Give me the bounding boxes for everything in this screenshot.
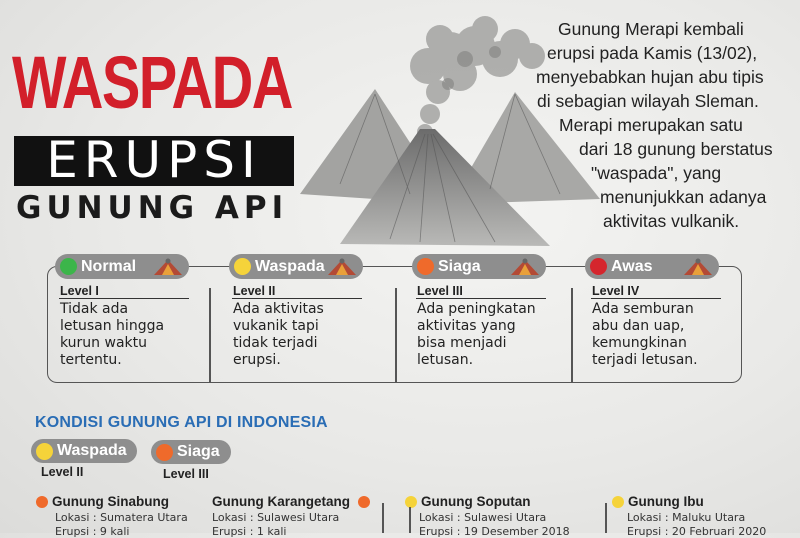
status-name: Awas (611, 257, 653, 275)
level-desc-line: tidak terjadi (233, 335, 318, 351)
volcano-lokasi: Lokasi : Sumatera Utara (55, 511, 188, 524)
volcano-name: Gunung Sinabung (52, 494, 169, 509)
level-label: Level IV (592, 284, 640, 298)
volcano-name: Gunung Ibu (628, 494, 704, 509)
level-divider (571, 288, 573, 382)
green-dot-icon (60, 258, 77, 275)
intro-line-9: aktivitas vulkanik. (603, 211, 740, 231)
yellow-dot-icon (234, 258, 251, 275)
legend-pill-waspada (31, 439, 137, 463)
volcano-erupsi: Erupsi : 19 Desember 2018 (419, 525, 570, 538)
orange-dot-icon (358, 496, 370, 508)
level-rule (416, 298, 546, 299)
orange-dot-icon (156, 444, 173, 461)
volcano-name: Gunung Soputan (421, 494, 531, 509)
title-waspada: WASPADA (12, 41, 292, 124)
volcano-entry-name (36, 494, 169, 509)
volcano-erupsi: Erupsi : 20 Februari 2020 (627, 525, 767, 538)
intro-line-1: Gunung Merapi kembali (558, 19, 744, 39)
status-pill-awas (585, 254, 719, 279)
entry-connector-line (382, 503, 384, 533)
level-desc-line: terjadi letusan. (592, 352, 698, 368)
level-desc-line: letusan hingga (60, 318, 165, 334)
title-erupsi: ERUPSI (46, 131, 262, 189)
level-desc-line: abu dan uap, (592, 318, 685, 334)
red-dot-icon (590, 258, 607, 275)
level-desc-line: erupsi. (233, 352, 281, 368)
orange-dot-icon (417, 258, 434, 275)
level-desc-line: letusan. (417, 352, 474, 368)
yellow-dot-icon (36, 443, 53, 460)
level-divider (395, 288, 397, 382)
volcano-erupsi: Erupsi : 9 kali (55, 525, 130, 538)
yellow-dot-icon (405, 496, 417, 508)
orange-dot-icon (36, 496, 48, 508)
entry-connector-line (409, 507, 411, 533)
legend-level: Level III (163, 467, 209, 481)
legend-level: Level II (41, 465, 84, 479)
intro-line-2: erupsi pada Kamis (13/02), (547, 43, 758, 63)
entry-connector-line (605, 503, 607, 533)
title-gunung-api: GUNUNG API (16, 190, 289, 226)
volcano-icon (510, 258, 540, 276)
intro-line-8: menunjukkan adanya (600, 187, 767, 207)
status-pill-siaga (412, 254, 546, 279)
volcano-lokasi: Lokasi : Sulawesi Utara (212, 511, 340, 524)
level-desc-line: Tidak ada (60, 301, 129, 317)
volcano-icon (327, 258, 357, 276)
volcano-icon (153, 258, 183, 276)
volcano-entry-name (405, 494, 530, 509)
volcano-entry-name (612, 494, 704, 509)
volcano-lokasi: Lokasi : Maluku Utara (627, 511, 746, 524)
level-label: Level I (60, 284, 99, 298)
level-desc-line: vukanik tapi (233, 318, 319, 334)
level-desc-line: aktivitas yang (417, 318, 516, 334)
level-rule (59, 298, 189, 299)
intro-line-3: menyebabkan hujan abu tipis (536, 67, 764, 87)
volcano-lokasi: Lokasi : Sulawesi Utara (419, 511, 547, 524)
level-rule (591, 298, 721, 299)
legend-name: Waspada (57, 442, 127, 459)
intro-line-5: Merapi merupakan satu (559, 115, 743, 135)
level-desc-line: Ada peningkatan (417, 301, 536, 317)
level-rule (232, 298, 362, 299)
intro-line-7: "waspada", yang (591, 163, 722, 183)
yellow-dot-icon (612, 496, 624, 508)
level-desc-line: tertentu. (60, 352, 122, 368)
level-desc-line: Ada semburan (592, 301, 694, 317)
intro-line-6: dari 18 gunung berstatus (579, 139, 773, 159)
level-desc-line: Ada aktivitas (233, 301, 324, 317)
legend-name: Siaga (177, 443, 220, 460)
status-name: Normal (81, 257, 137, 275)
kondisi-section-title: KONDISI GUNUNG API DI INDONESIA (35, 414, 328, 431)
status-name: Siaga (438, 257, 481, 275)
level-label: Level III (417, 284, 463, 298)
level-desc-line: kemungkinan (592, 335, 687, 351)
level-divider (209, 288, 211, 382)
level-desc-line: bisa menjadi (417, 335, 507, 351)
level-desc-line: kurun waktu (60, 335, 148, 351)
intro-line-4: di sebagian wilayah Sleman. (537, 91, 759, 111)
status-name: Waspada (255, 257, 325, 275)
volcano-name: Gunung Karangetang (212, 494, 350, 509)
volcano-entry-name (212, 494, 374, 509)
volcano-icon (683, 258, 713, 276)
level-label: Level II (233, 284, 276, 298)
legend-pill-siaga (151, 440, 231, 464)
status-pill-waspada (229, 254, 363, 279)
volcano-erupsi: Erupsi : 1 kali (212, 525, 287, 538)
status-pill-normal (55, 254, 189, 279)
